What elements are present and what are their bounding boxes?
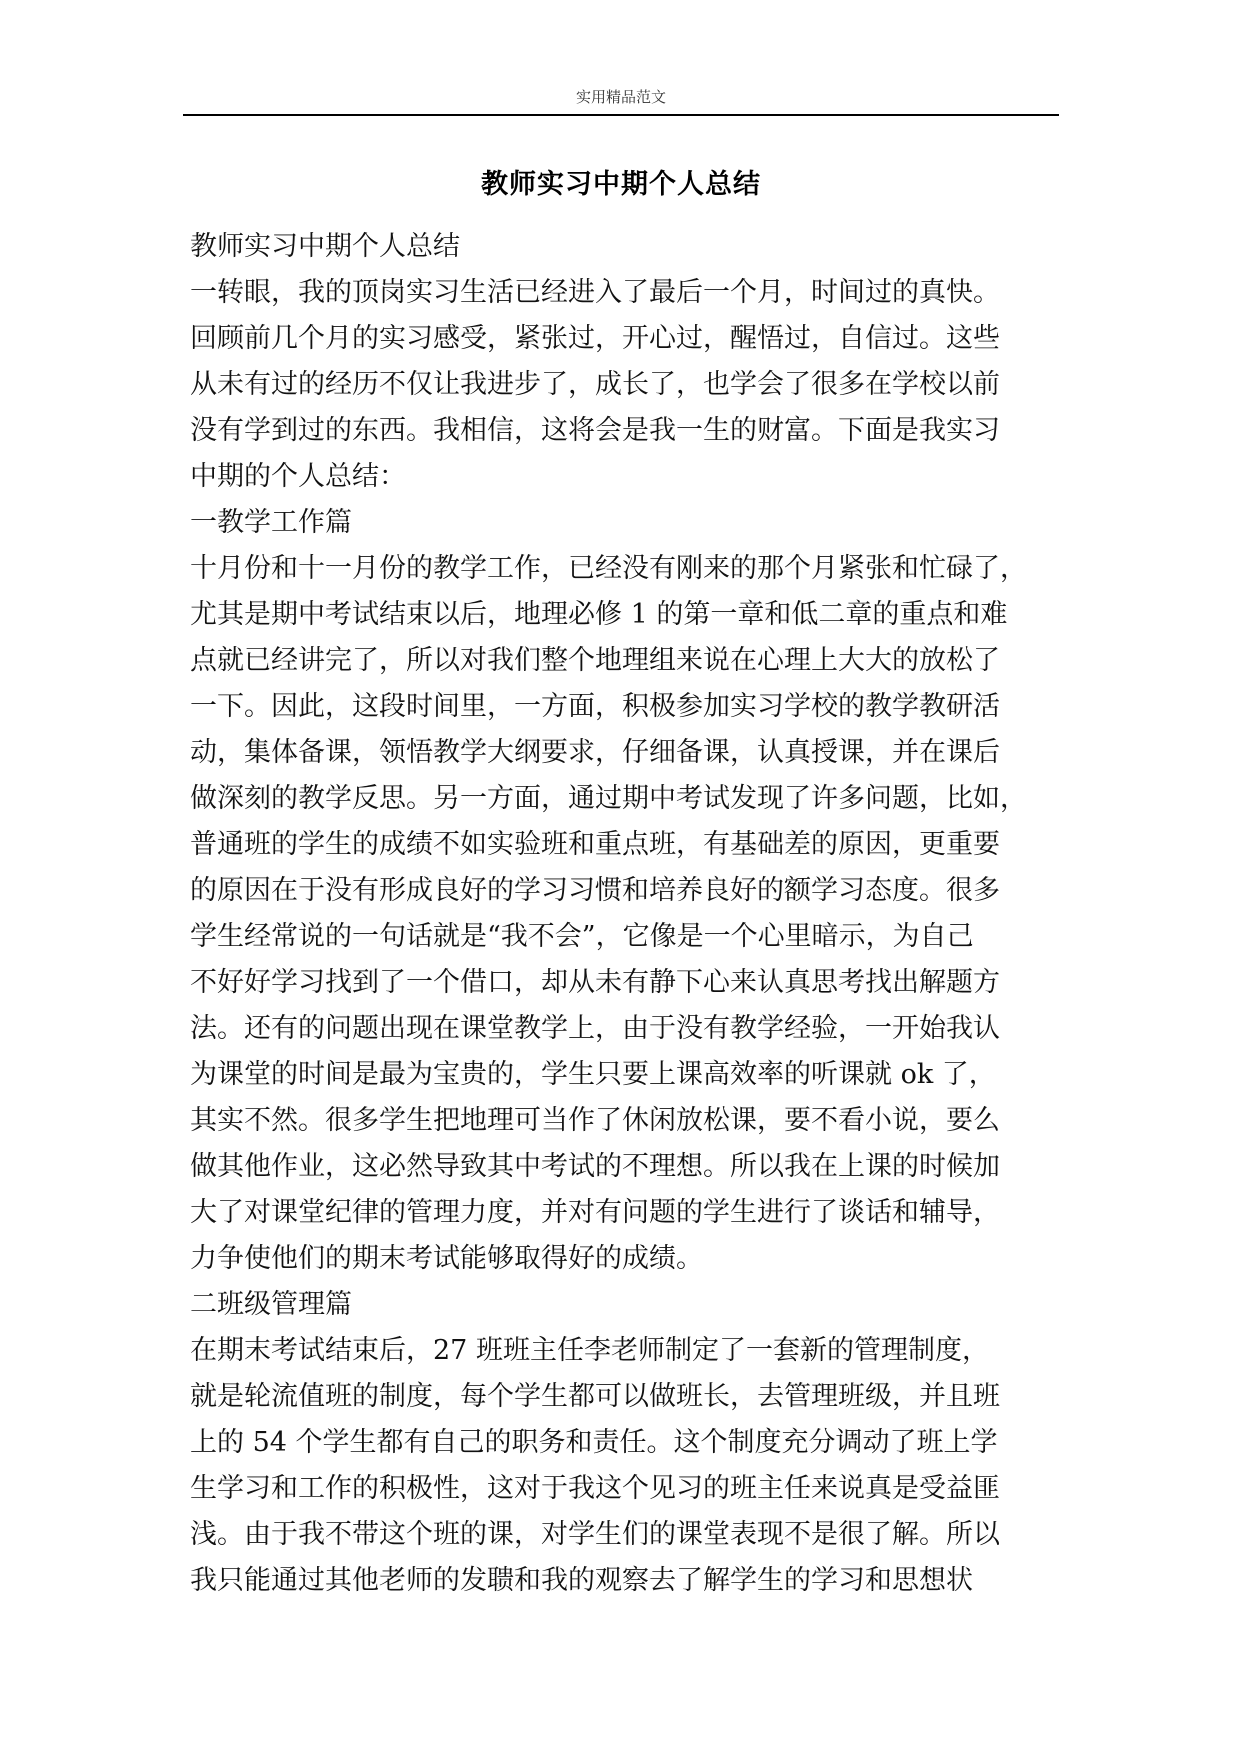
- text-line: 回顾前几个月的实习感受，紧张过，开心过，醒悟过，自信过。这些: [190, 323, 1000, 354]
- page-header: 实用精品范文: [575, 88, 666, 106]
- text-line: 就是轮流值班的制度，每个学生都可以做班长，去管理班级，并且班: [190, 1381, 1000, 1412]
- header-divider: [183, 114, 1059, 116]
- text-line: 中期的个人总结：: [190, 461, 406, 492]
- text-line: 一转眼，我的顶岗实习生活已经进入了最后一个月，时间过的真快。: [190, 277, 1000, 308]
- text-line: 浅。由于我不带这个班的课，对学生们的课堂表现不是很了解。所以: [190, 1519, 1000, 1550]
- text-line: 其实不然。很多学生把地理可当作了休闲放松课，要不看小说，要么: [190, 1105, 1000, 1136]
- text-line: 法。还有的问题出现在课堂教学上，由于没有教学经验，一开始我认: [190, 1013, 1000, 1044]
- document-body: [190, 224, 1070, 1604]
- text-line: 没有学到过的东西。我相信，这将会是我一生的财富。下面是我实习: [190, 415, 1000, 446]
- text-line: 在期末考试结束后，27 班班主任李老师制定了一套新的管理制度，: [190, 1335, 989, 1366]
- text-line: 我只能通过其他老师的发聩和我的观察去了解学生的学习和思想状: [190, 1565, 973, 1596]
- text-line: 二班级管理篇: [190, 1289, 352, 1320]
- text-line: 大了对课堂纪律的管理力度，并对有问题的学生进行了谈话和辅导，: [190, 1197, 1000, 1228]
- text-line: 动，集体备课，领悟教学大纲要求，仔细备课，认真授课，并在课后: [190, 737, 1000, 768]
- text-line: 尤其是期中考试结束以后，地理必修 1 的第一章和低二章的重点和难: [190, 599, 1008, 630]
- text-line: 一下。因此，这段时间里，一方面，积极参加实习学校的教学教研活: [190, 691, 1000, 722]
- text-line: 做深刻的教学反思。另一方面，通过期中考试发现了许多问题，比如，: [190, 783, 1027, 814]
- text-line: 点就已经讲完了，所以对我们整个地理组来说在心理上大大的放松了: [190, 645, 1000, 676]
- text-line: 的原因在于没有形成良好的学习习惯和培养良好的额学习态度。很多: [190, 875, 1000, 906]
- text-line: 为课堂的时间是最为宝贵的，学生只要上课高效率的听课就 ok 了，: [190, 1059, 996, 1090]
- text-line: 十月份和十一月份的教学工作，已经没有刚来的那个月紧张和忙碌了，: [190, 553, 1027, 584]
- text-line: 不好好学习找到了一个借口，却从未有静下心来认真思考找出解题方: [190, 967, 1000, 998]
- text-line: 普通班的学生的成绩不如实验班和重点班，有基础差的原因，更重要: [190, 829, 1000, 860]
- text-line: 学生经常说的一句话就是“我不会”，它像是一个心里暗示，为自己: [190, 921, 974, 952]
- text-line: 一教学工作篇: [190, 507, 352, 538]
- text-line: 力争使他们的期末考试能够取得好的成绩。: [190, 1243, 703, 1274]
- text-line: 从未有过的经历不仅让我进步了，成长了，也学会了很多在学校以前: [190, 369, 1000, 400]
- document-title: 教师实习中期个人总结: [481, 169, 761, 200]
- text-line: 做其他作业，这必然导致其中考试的不理想。所以我在上课的时候加: [190, 1151, 1000, 1182]
- text-line: 生学习和工作的积极性，这对于我这个见习的班主任来说真是受益匪: [190, 1473, 1000, 1504]
- text-line: 教师实习中期个人总结: [190, 231, 460, 262]
- text-line: 上的 54 个学生都有自己的职务和责任。这个制度充分调动了班上学: [190, 1427, 998, 1458]
